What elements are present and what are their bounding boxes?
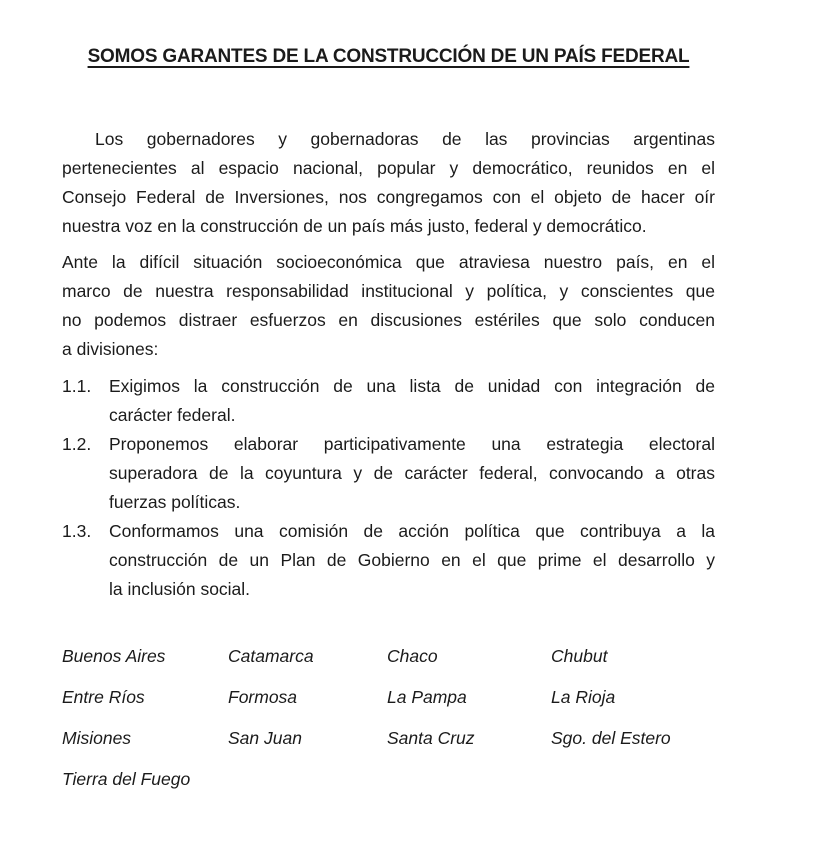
province-name: La Rioja — [551, 687, 616, 707]
list-item-text — [109, 372, 715, 430]
province-name: Chaco — [387, 646, 438, 666]
province-name: La Pampa — [387, 687, 467, 707]
numbered-list — [62, 372, 715, 604]
document-title: SOMOS GARANTES DE LA CONSTRUCCIÓN DE UN PAÍS FEDERAL — [87, 46, 690, 67]
list-item-number: 1.3. — [62, 521, 92, 541]
list-item-line: Proponemos elaborar participativamente una estrategia electoral — [109, 434, 715, 454]
list-item-line: carácter federal. — [109, 405, 236, 425]
list-item-line: superadora de la coyuntura y de carácter federal, convocando a otras — [109, 463, 715, 483]
province-row — [62, 765, 715, 794]
paragraph-line: pertenecientes al espacio nacional, popular y democrático, reunidos en el — [62, 158, 715, 178]
province-name: Formosa — [228, 687, 298, 707]
paragraph-line: no podemos distraer esfuerzos en discusiones estériles que solo conducen — [62, 310, 715, 330]
paragraph-line: nuestra voz en la construcción de un país más justo, federal y democrático. — [62, 216, 647, 236]
province-name: Buenos Aires — [62, 646, 166, 666]
province-row — [62, 683, 715, 712]
list-item — [62, 430, 715, 517]
list-item — [62, 372, 715, 430]
list-item-line: Conformamos una comisión de acción política que contribuya a la — [109, 521, 715, 541]
paragraph-line: Ante la difícil situación socioeconómica que atraviesa nuestro país, en el — [62, 252, 715, 272]
province-name: Sgo. del Estero — [551, 728, 671, 748]
list-item-text — [109, 517, 715, 604]
list-item-line: Exigimos la construcción de una lista de unidad con integración de — [109, 376, 715, 396]
list-item-line: fuerzas políticas. — [109, 492, 241, 512]
list-item-line: construcción de un Plan de Gobierno en el que prime el desarrollo y — [109, 550, 715, 570]
list-item-number: 1.1. — [62, 376, 92, 396]
provinces-grid — [62, 642, 715, 794]
list-item-number: 1.2. — [62, 434, 92, 454]
paragraph-line: Consejo Federal de Inversiones, nos congregamos con el objeto de hacer oír — [62, 187, 715, 207]
paragraph-line: a divisiones: — [62, 339, 159, 359]
province-row — [62, 724, 715, 753]
province-name: Tierra del Fuego — [62, 769, 191, 789]
paragraph — [62, 248, 715, 364]
province-name: San Juan — [228, 728, 302, 748]
list-item — [62, 517, 715, 604]
province-row — [62, 642, 715, 671]
paragraph-line: Los gobernadores y gobernadoras de las provincias argentinas — [95, 129, 715, 149]
province-name: Santa Cruz — [387, 728, 475, 748]
province-name: Entre Ríos — [62, 687, 145, 707]
province-name: Misiones — [62, 728, 132, 748]
paragraph-line: marco de nuestra responsabilidad institucional y política, y conscientes que — [62, 281, 715, 301]
body-paragraphs — [62, 125, 715, 364]
list-item-text — [109, 430, 715, 517]
list-item-line: la inclusión social. — [109, 579, 251, 599]
province-name: Catamarca — [228, 646, 314, 666]
province-name: Chubut — [551, 646, 608, 666]
paragraph — [62, 125, 715, 241]
